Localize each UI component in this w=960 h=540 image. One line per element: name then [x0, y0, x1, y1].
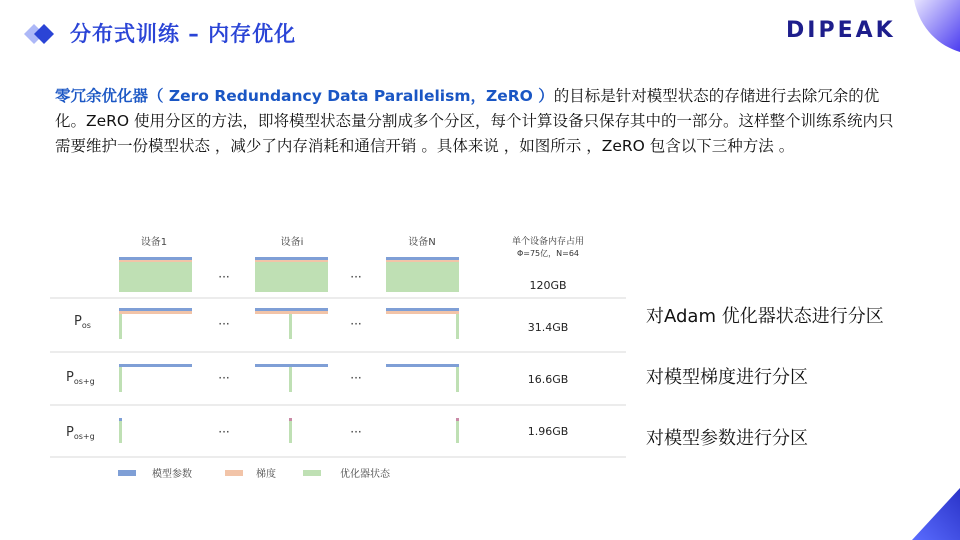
full-shard-param — [289, 418, 292, 421]
pos-row — [74, 308, 568, 339]
param-block — [255, 308, 328, 311]
pos-g-row — [66, 364, 568, 392]
baseline-row — [119, 257, 567, 292]
full-shard — [456, 418, 459, 443]
gradient-block — [119, 311, 192, 314]
param-block — [119, 364, 192, 367]
memory-header-params: Φ=75亿，N=64 — [516, 249, 580, 258]
corner-decoration-top — [900, 0, 960, 60]
ellipsis: ··· — [350, 425, 362, 439]
gradient-block — [255, 311, 328, 314]
ellipsis: ··· — [218, 371, 230, 385]
full-shard-param — [456, 418, 459, 421]
param-block — [119, 308, 192, 311]
method-label-params: 对模型参数进行分区 — [646, 428, 808, 449]
method-label-optimizer: 对Adam 优化器状态进行分区 — [646, 306, 884, 327]
legend-swatch-gradients — [225, 470, 243, 476]
figure-legend — [118, 467, 391, 480]
ellipsis: ··· — [350, 317, 362, 331]
full-shard — [119, 418, 122, 443]
param-block — [386, 308, 459, 311]
full-shard — [289, 418, 292, 443]
optimizer-state-block — [255, 259, 328, 292]
device-label-n: 设备N — [408, 237, 436, 248]
optimizer-state-shard — [289, 314, 292, 339]
device-label-1: 设备1 — [140, 237, 168, 248]
title-diamond-icon — [22, 22, 58, 46]
ellipsis: ··· — [350, 270, 362, 284]
ellipsis: ··· — [218, 425, 230, 439]
memory-value: 1.96GB — [527, 425, 569, 438]
legend-label-gradients: 梯度 — [256, 469, 276, 480]
param-block — [119, 257, 192, 260]
param-block — [386, 364, 459, 367]
ellipsis: ··· — [350, 371, 362, 385]
memory-header: 单个设备内存占用 — [511, 237, 585, 247]
optimizer-state-block — [119, 259, 192, 292]
gradient-block — [386, 311, 459, 314]
optimizer-state-block — [386, 259, 459, 292]
ellipsis: ··· — [218, 270, 230, 284]
legend-label-params: 模型参数 — [152, 469, 192, 480]
intro-paragraph — [55, 84, 900, 159]
memory-value: 31.4GB — [527, 321, 569, 334]
legend-swatch-optimizer — [303, 470, 321, 476]
pos-g-p-row — [66, 418, 568, 443]
corner-decoration-bottom — [912, 480, 960, 540]
row-label-pos: $P_{os}$ — [74, 314, 91, 330]
legend-swatch-params — [118, 470, 136, 476]
intro-body: 的目标是针对模型状态的存储进行去除冗余的优化。ZeRO 使用分区的方法，即将模型状态量分割成多个分区，每个计算设备只保存其中的一部分。这样整个训练系统内只需要维护一份模型状态 ，减少了内存消耗和通信开销 。具体来说 ，如图所示 ，ZeRO 包含以下三种方法 。 — [55, 87, 894, 155]
brand-logo: DIPEAK — [786, 18, 896, 43]
row-label-pos-g: $P_{os+g}$ — [66, 370, 95, 386]
optimizer-state-shard — [456, 314, 459, 339]
grad-optimizer-shard — [119, 367, 122, 392]
param-block — [255, 364, 328, 367]
zero-partition-figure — [50, 222, 630, 492]
method-label-gradient: 对模型梯度进行分区 — [646, 367, 808, 388]
param-block — [386, 257, 459, 260]
optimizer-state-shard — [119, 314, 122, 339]
grad-optimizer-shard — [289, 367, 292, 392]
ellipsis: ··· — [218, 317, 230, 331]
memory-value: 120GB — [529, 279, 567, 292]
legend-label-optimizer: 优化器状态 — [340, 469, 390, 480]
device-label-i: 设备i — [280, 237, 304, 248]
memory-value: 16.6GB — [527, 373, 569, 386]
param-block — [255, 257, 328, 260]
full-shard-param — [119, 418, 122, 421]
page-title: 分布式训练 – 内存优化 — [70, 22, 297, 46]
grad-optimizer-shard — [456, 367, 459, 392]
row-label-pos-g-p: $P_{os+g}$ — [66, 425, 95, 441]
zero-highlight: 零冗余优化器（ Zero Redundancy Data Parallelism，ZeRO ） — [55, 87, 554, 105]
